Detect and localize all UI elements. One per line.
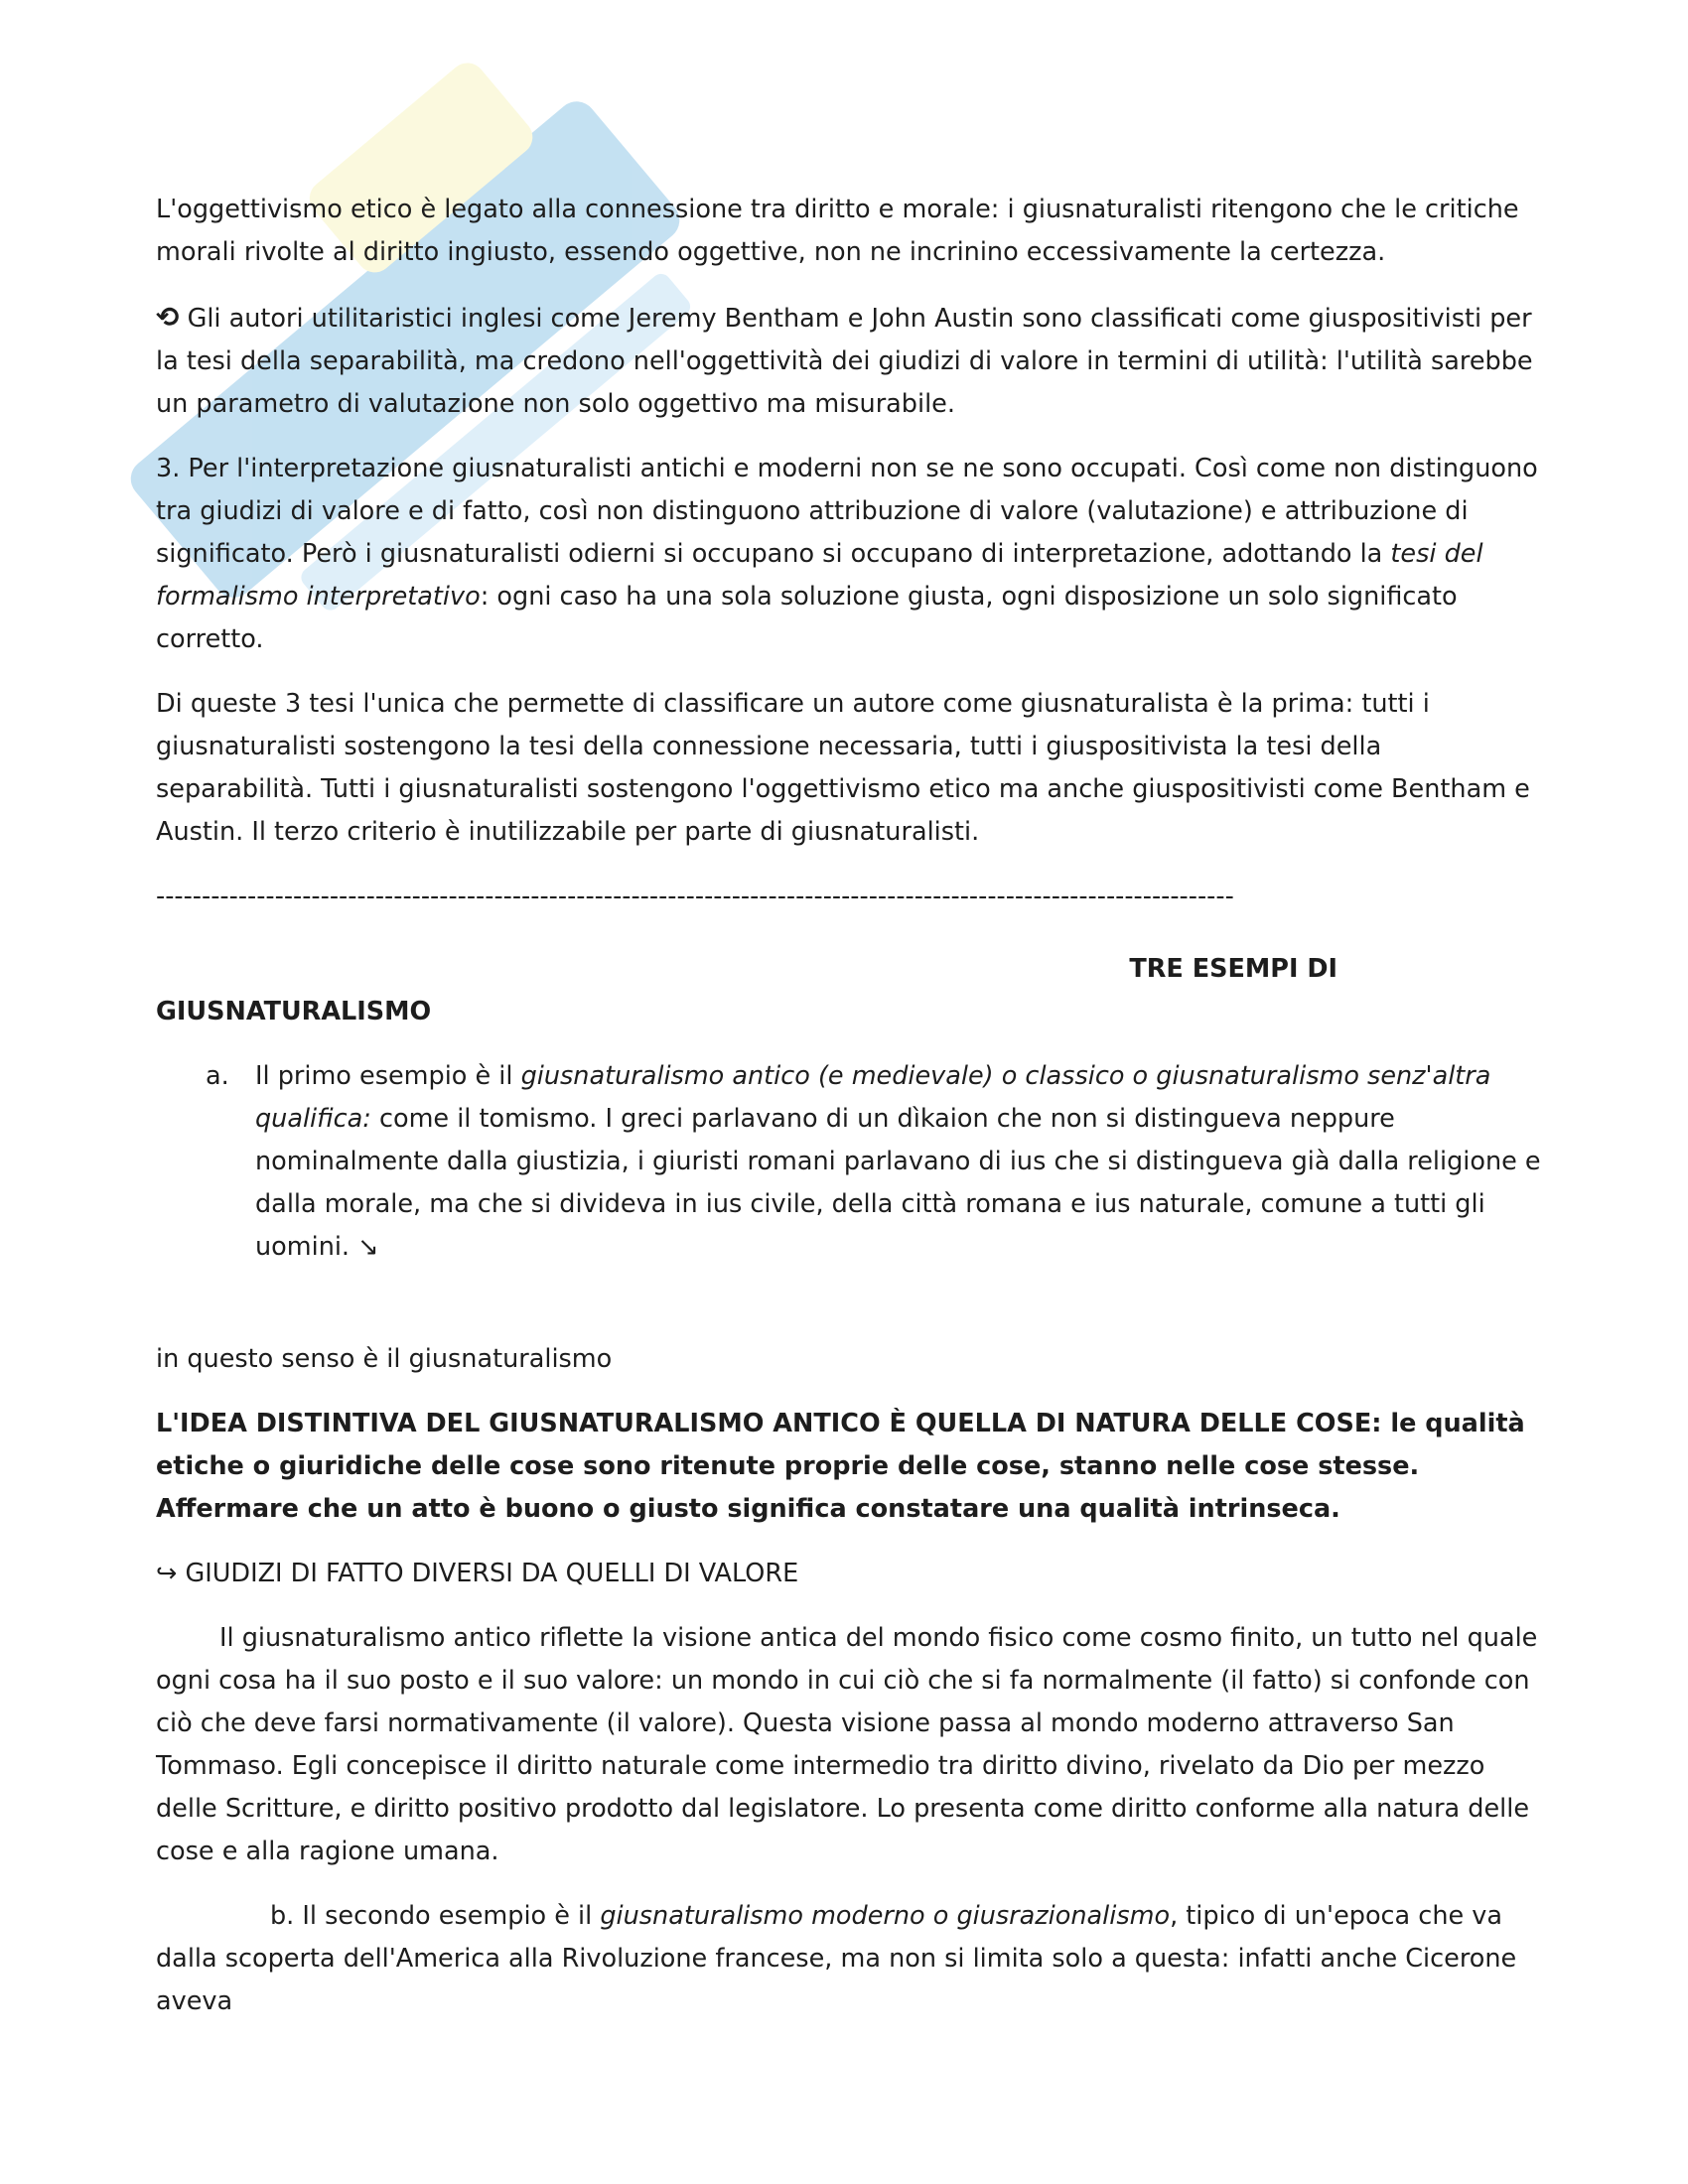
cycle-arrow-icon: ⟲ bbox=[156, 301, 180, 334]
list-marker: a. bbox=[206, 1061, 229, 1091]
list-text: come il tomismo. I greci parlavano di un dìkaion che non si distingueva neppure nominalmente dalla giustizia, i giuristi romani parlavano di ius che si distingueva già dalla religione e dalla morale, ma che si divideva in ius civile, della città romana e ius naturale, comune a tutti gli uomini. ↘ bbox=[255, 1104, 1541, 1262]
paragraph-text: b. Il secondo esempio è il bbox=[270, 1901, 601, 1931]
arrow-line bbox=[156, 1553, 1546, 1595]
list-text: Il primo esempio è il bbox=[255, 1061, 521, 1091]
paragraph-moderno bbox=[156, 1895, 1546, 2023]
list-item-a bbox=[156, 1055, 1546, 1269]
paragraph-utilitaristi bbox=[156, 296, 1546, 426]
dashed-divider: ---------------------------------------------------------------------------------------------------------------------- bbox=[156, 882, 1234, 911]
italic-term: tesi del formalismo interpretativo bbox=[156, 539, 1483, 612]
document-page bbox=[156, 189, 1546, 2045]
section-heading-part1: TRE ESEMPI DI bbox=[1129, 954, 1337, 984]
italic-term: giusnaturalismo antico (e medievale) o classico o giusnaturalismo senz'altra qualifica: bbox=[255, 1061, 1491, 1134]
paragraph-text: 3. Per l'interpretazione giusnaturalisti antichi e moderni non se ne sono occupati. Così come non distinguono tra giudizi di valore e di fatto, così non distinguono attribuzione di valore (valutazione) e attribuzione di significato. Però i giusnaturalisti odierni si occupano si occupano di interpretazione, adottando la bbox=[156, 454, 1538, 569]
section-heading-part2: GIUSNATURALISMO bbox=[156, 997, 432, 1026]
bold-paragraph: L'IDEA DISTINTIVA DEL GIUSNATURALISMO ANTICO È QUELLA DI NATURA DELLE COSE: le qualità etiche o giuridiche delle cose sono ritenute proprie delle cose, stanno nelle cose stesse. Affermare che un atto è buono o giusto significa constatare una qualità intrinseca. bbox=[156, 1409, 1525, 1524]
hook-arrow-icon: ↪ bbox=[156, 1559, 178, 1588]
paragraph-oggettivismo: L'oggettivismo etico è legato alla connessione tra diritto e morale: i giusnaturalisti ritengono che le critiche morali rivolte al diritto ingiusto, essendo oggettive, non ne incrinino eccessivamente la certezza. bbox=[156, 195, 1519, 267]
paragraph-interpretazione bbox=[156, 448, 1546, 661]
arrow-line-text: GIUDIZI DI FATTO DIVERSI DA QUELLI DI VALORE bbox=[185, 1559, 799, 1588]
paragraph-antico: Il giusnaturalismo antico riflette la visione antica del mondo fisico come cosmo finito, un tutto nel quale ogni cosa ha il suo posto e il suo valore: un mondo in cui ciò che si fa normalmente (il fatto) si confonde con ciò che deve farsi normativamente (il valore). Questa visione passa al mondo moderno attraverso San Tommaso. Egli concepisce il diritto naturale come intermedio tra diritto divino, rivelato da Dio per mezzo delle Scritture, e diritto positivo prodotto dal legislatore. Lo presenta come diritto conforme alla natura delle cose e alla ragione umana. bbox=[156, 1623, 1538, 1866]
paragraph-tre-tesi: Di queste 3 tesi l'unica che permette di classificare un autore come giusnaturalista è la prima: tutti i giusnaturalisti sostengono la tesi della connessione necessaria, tutti i giuspositivista la tesi della separabilità. Tutti i giusnaturalisti sostengono l'oggettivismo etico ma anche giuspositivisti come Bentham e Austin. Il terzo criterio è inutilizzabile per parte di giusnaturalisti. bbox=[156, 689, 1530, 847]
note-line: in questo senso è il giusnaturalismo bbox=[156, 1344, 613, 1374]
paragraph-utilitaristi-text: Gli autori utilitaristici inglesi come Jeremy Bentham e John Austin sono classificati come giuspositivisti per la tesi della separabilità, ma credono nell'oggettività dei giudizi di valore in termini di utilità: l'utilità sarebbe un parametro di valutazione non solo oggettivo ma misurabile. bbox=[156, 304, 1533, 419]
paragraph-text: : ogni caso ha una sola soluzione giusta, ogni disposizione un solo significato corretto. bbox=[156, 582, 1458, 654]
paragraph-text: , tipico di un'epoca che va dalla scoperta dell'America alla Rivoluzione francese, ma non si limita solo a questa: infatti anche Cicerone aveva bbox=[156, 1901, 1517, 2016]
italic-term: giusnaturalismo moderno o giusrazionalismo bbox=[600, 1901, 1171, 1931]
